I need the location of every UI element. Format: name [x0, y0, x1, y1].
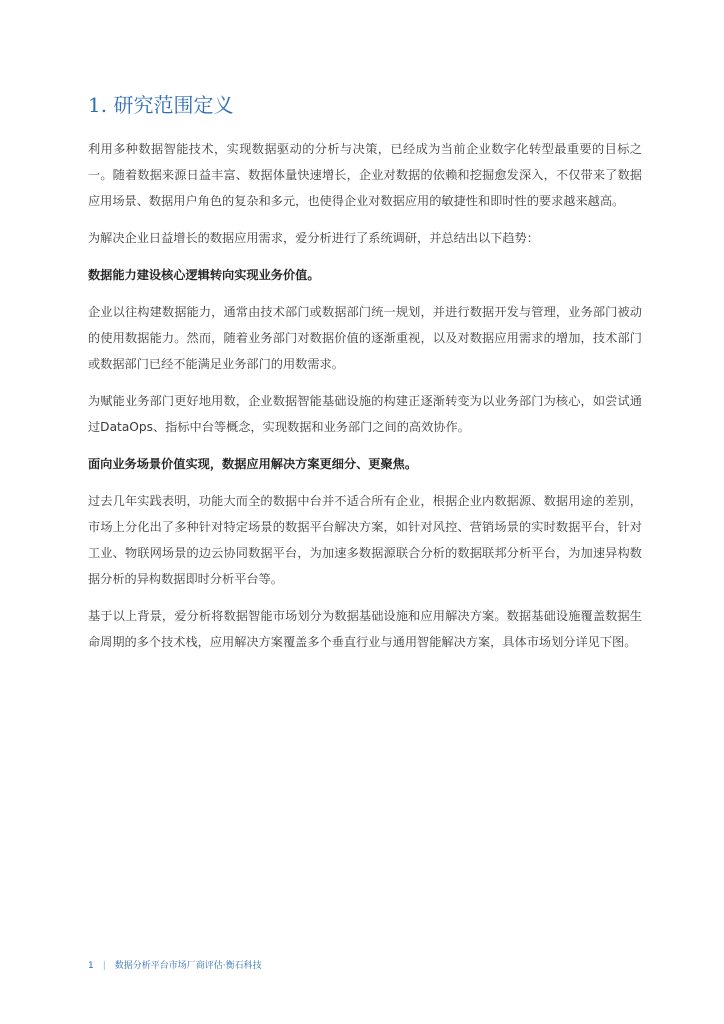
paragraph-trends-lead: 为解决企业日益增长的数据应用需求，爱分析进行了系统调研，并总结出以下趋势：: [88, 231, 539, 245]
document-body: [88, 136, 642, 666]
paragraph-trend-2-detail: 过去几年实践表明，功能大而全的数据中台并不适合所有企业，根据企业内数据源、数据用途的差别，市场上分化出了多种针对特定场景的数据平台解决方案，如针对风控、营销场景的实时数据平台，针对工业、物联网场景的边云协同数据平台，为加速多数据源联合分析的数据联邦分析平台，为加速异构数据分析的异构数据即时分析平台等。: [88, 494, 642, 586]
page-footer: [88, 960, 262, 972]
trend-heading-1: 数据能力建设核心逻辑转向实现业务价值。: [88, 268, 320, 282]
footer-text: 数据分析平台市场厂商评估·衡石科技: [114, 961, 262, 971]
document-page: [88, 0, 642, 1024]
page-number: 1: [88, 961, 94, 971]
paragraph-trend-1-dataops: 为赋能业务部门更好地用数，企业数据智能基础设施的构建正逐渐转变为以业务部门为核心，如尝试通过DataOps、指标中台等概念，实现数据和业务部门之间的高效协作。: [88, 394, 642, 434]
paragraph-market-division: 基于以上背景，爱分析将数据智能市场划分为数据基础设施和应用解决方案。数据基础设施覆盖数据生命周期的多个技术栈，应用解决方案覆盖多个垂直行业与通用智能解决方案，具体市场划分详见下图。: [88, 609, 642, 649]
paragraph-trend-1-detail: 企业以往构建数据能力，通常由技术部门或数据部门统一规划，并进行数据开发与管理，业务部门被动的使用数据能力。然而，随着业务部门对数据价值的逐渐重视，以及对数据应用需求的增加，技术部门或数据部门已经不能满足业务部门的用数需求。: [88, 305, 642, 371]
paragraph-intro: 利用多种数据智能技术，实现数据驱动的分析与决策，已经成为当前企业数字化转型最重要的目标之一。随着数据来源日益丰富、数据体量快速增长，企业对数据的依赖和挖掘愈发深入，不仅带来了数据应用场景、数据用户角色的复杂和多元，也使得企业对数据应用的敏捷性和即时性的要求越来越高。: [88, 142, 642, 208]
footer-separator: |: [102, 961, 106, 971]
trend-heading-2: 面向业务场景价值实现，数据应用解决方案更细分、更聚焦。: [88, 457, 418, 471]
section-title: 1. 研究范围定义: [88, 93, 234, 117]
